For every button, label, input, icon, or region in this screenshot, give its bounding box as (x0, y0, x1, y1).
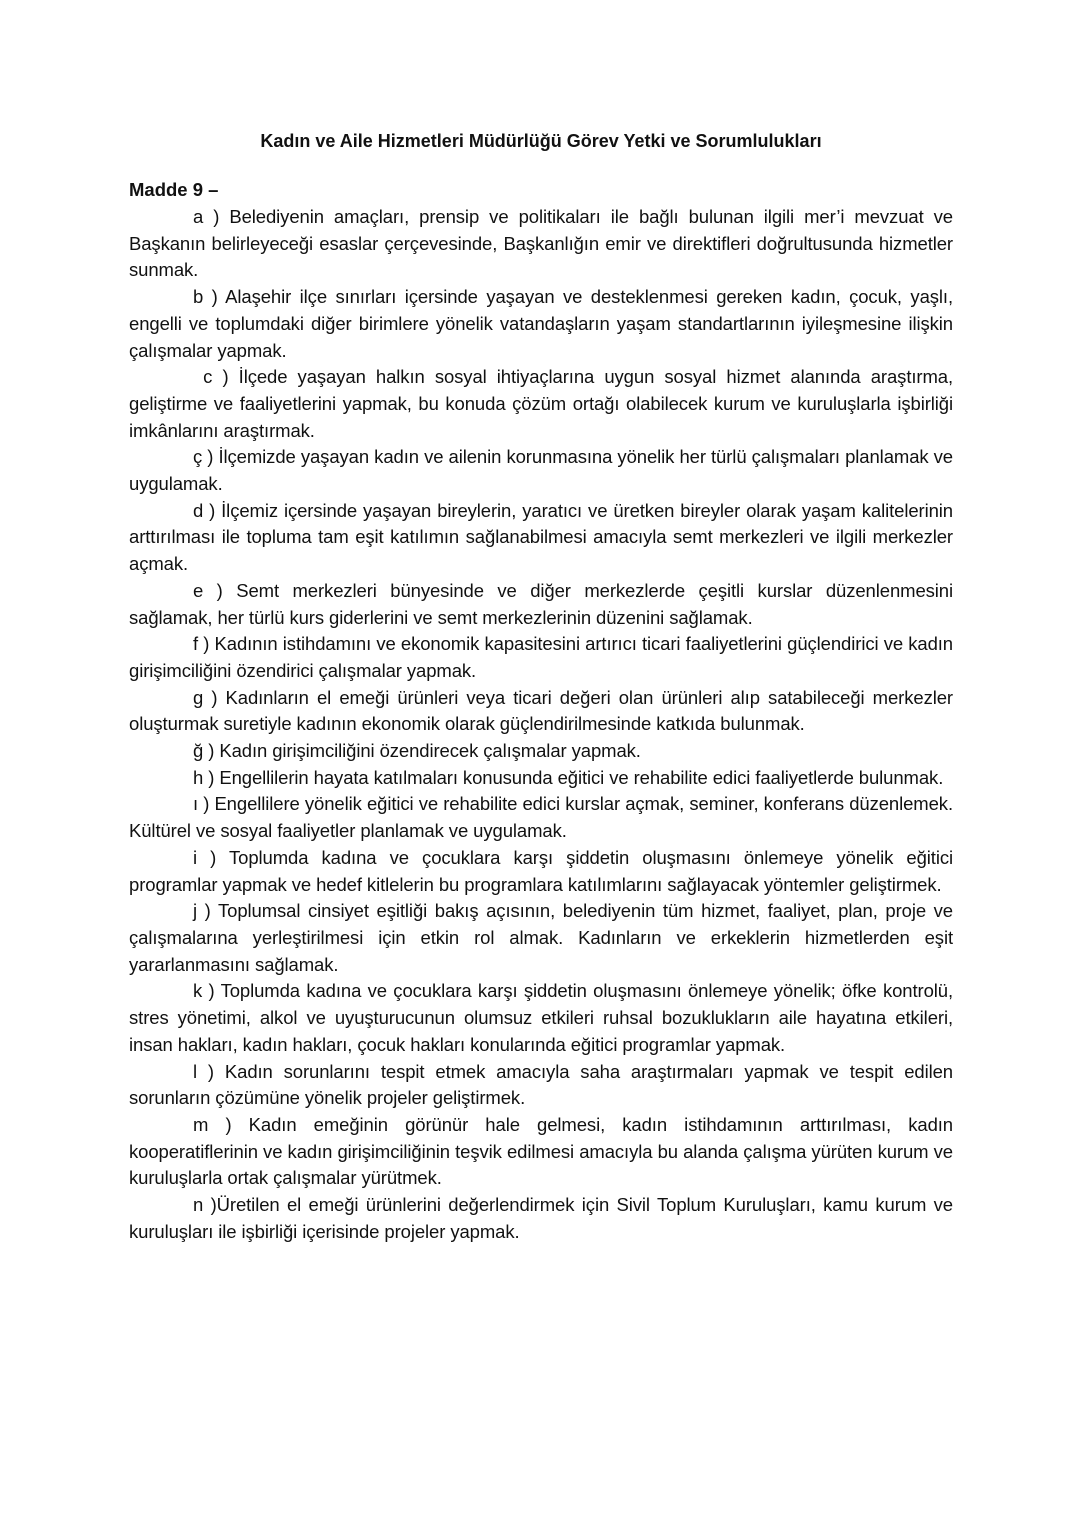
article-heading: Madde 9 – (129, 179, 219, 200)
clause-l: l ) Kadın sorunlarını tespit etmek amacıyla saha araştırmaları yapmak ve tespit edilen sorunların çözümüne yönelik projeler geliştirmek. (129, 1060, 953, 1109)
clause-e: e ) Semt merkezleri bünyesinde ve diğer merkezlerde çeşitli kurslar düzenlenmesini sağlamak, her türlü kurs giderlerini ve semt merkezlerinin düzenini sağlamak. (129, 579, 953, 628)
clause-dotless-i: ı ) Engellilere yönelik eğitici ve rehabilite edici kurslar açmak, seminer, konferans düzenlemek. Kültürel ve sosyal faaliyetler planlamak ve uygulamak. (129, 793, 953, 842)
clause-b: b ) Alaşehir ilçe sınırları içersinde yaşayan ve desteklenmesi gereken kadın, çocuk, yaşlı, engelli ve toplumdaki diğer birimlere yönelik vatandaşların yaşam standartlarının iyileşmesine ilişkin çalışmalar yapmak. (129, 286, 953, 361)
clause-j: j ) Toplumsal cinsiyet eşitliği bakış açısının, belediyenin tüm hizmet, faaliyet, plan, proje ve çalışmalarına yerleştirilmesi için etkin rol almak. Kadınların ve erkeklerin hizmetlerden eşit yararlanmasını sağlamak. (129, 900, 953, 975)
clause-g-breve: ğ ) Kadın girişimciliğini özendirecek çalışmalar yapmak. (193, 740, 641, 762)
clause-f: f ) Kadının istihdamını ve ekonomik kapasitesini artırıcı ticari faaliyetlerini güçlendirici ve kadın girişimciliğini özendirici çalışmalar yapmak. (129, 633, 953, 681)
clause-d: d ) İlçemiz içersinde yaşayan bireylerin, yaratıcı ve üretken bireyler olarak yaşam kalitelerinin arttırılması ile topluma tam eşit katılımın sağlanabilmesi amacıyla semt merkezleri ve ilgili merkezler açmak. (129, 499, 953, 575)
clause-list (129, 204, 959, 1245)
clause-c-cedilla: ç ) İlçemizde yaşayan kadın ve ailenin korunmasına yönelik her türlü çalışmaları planlamak ve uygulamak. (129, 446, 953, 495)
clause-m: m ) Kadın emeğinin görünür hale gelmesi, kadın istihdamının arttırılması, kadın kooperatiflerinin ve kadın girişimciliğinin teşvik edilmesi amacıyla bu alanda çalışma yürüten kurum ve kuruluşlarla ortak çalışmalar yürütmek. (129, 1113, 953, 1189)
document-title: Kadın ve Aile Hizmetleri Müdürlüğü Görev Yetki ve Sorumlulukları (260, 131, 822, 151)
clause-k: k ) Toplumda kadına ve çocuklara karşı şiddetin oluşmasını önlemeye yönelik; öfke kontrolü, stres yönetimi, alkol ve uyuşturucunun olumsuz etkileri ruhsal bozuklukların aile hayatına etkileri, insan hakları, kadın hakları, çocuk hakları konularında eğitici programlar yapmak. (129, 980, 953, 1055)
clause-g: g ) Kadınların el emeği ürünleri veya ticari değeri olan ürünleri alıp satabileceği merkezler oluşturmak suretiyle kadının ekonomik olarak güçlendirilmesinde katkıda bulunmak. (129, 686, 953, 735)
clause-c: c ) İlçede yaşayan halkın sosyal ihtiyaçlarına uygun sosyal hizmet alanında araştırma, geliştirme ve faaliyetlerini yapmak, bu konuda çözüm ortağı olabilecek kurum ve kuruluşlarla işbirliği imkânlarını araştırmak. (129, 366, 959, 441)
clause-i: i ) Toplumda kadına ve çocuklara karşı şiddetin oluşmasını önlemeye yönelik eğitici programlar yapmak ve hedef kitlelerin bu programlara katılımlarını sağlayacak yöntemler geliştirmek. (129, 846, 953, 895)
clause-h: h ) Engellilerin hayata katılmaları konusunda eğitici ve rehabilite edici faaliyetlerde bulunmak. (193, 766, 944, 788)
clause-n: n )Üretilen el emeği ürünlerini değerlendirmek için Sivil Toplum Kuruluşları, kamu kurum ve kuruluşları ile işbirliği içerisinde projeler yapmak. (129, 1194, 953, 1242)
document-page (129, 128, 959, 1245)
clause-a: a ) Belediyenin amaçları, prensip ve politikaları ile bağlı bulunan ilgili mer’i mevzuat ve Başkanın belirleyeceği esaslar çerçevesinde, Başkanlığın emir ve direktifleri doğrultusunda hizmetler sunmak. (129, 206, 953, 281)
